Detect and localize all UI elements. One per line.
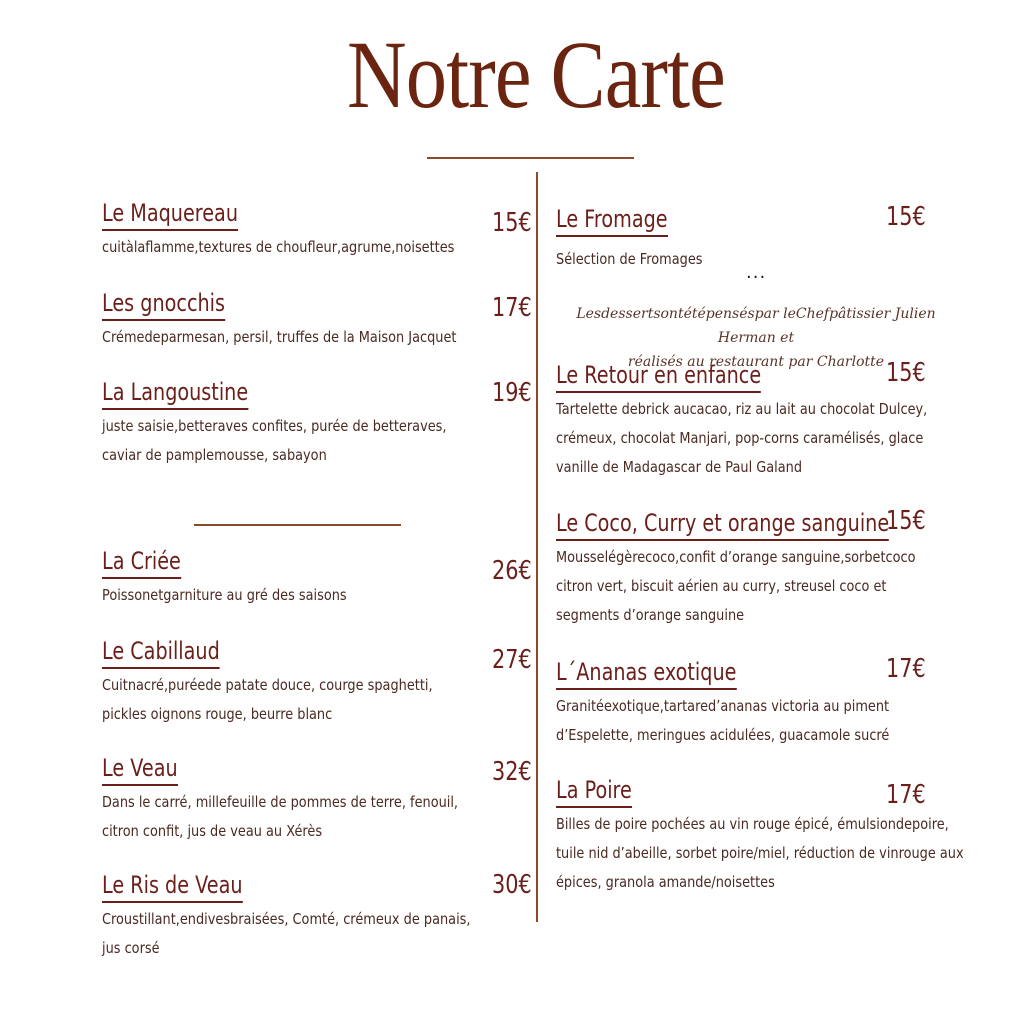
menu-item — [556, 204, 726, 274]
dish-name: Le Fromage — [556, 204, 668, 237]
dish-name: Le Coco, Curry et orange sanguine — [556, 508, 889, 541]
dish-description: citron vert, biscuit aérien au curry, streusel coco et — [556, 577, 887, 595]
menu-item — [102, 377, 503, 470]
dish-price: 15€ — [886, 506, 926, 536]
dish-name: Les gnocchis — [102, 288, 225, 321]
dish-price: 32€ — [492, 757, 532, 787]
dish-description: pickles oignons rouge, beurre blanc — [102, 705, 333, 723]
dish-price: 15€ — [492, 208, 532, 238]
dish-description: jus corsé — [102, 939, 160, 957]
dish-name: Le Ris de Veau — [102, 870, 243, 903]
dish-price: 30€ — [492, 870, 532, 900]
dish-name: L´Ananas exotique — [556, 657, 736, 690]
dish-name: Le Maquereau — [102, 198, 238, 231]
dish-price: 27€ — [492, 645, 532, 675]
menu-title: Notre Carte — [347, 21, 725, 128]
dish-price: 15€ — [886, 358, 926, 388]
dish-description: Crémedeparmesan, persil, truffes de la Maison Jacquet — [102, 328, 457, 346]
dish-description: crémeux, chocolat Manjari, pop-corns caramélisés, glace — [556, 429, 924, 447]
dish-description: épices, granola amande/noisettes — [556, 873, 775, 891]
section-divider — [194, 524, 401, 526]
dessert-note-line: réalisés au restaurant par Charlotte — [627, 354, 885, 370]
dish-name: La Poire — [556, 775, 632, 808]
dish-description: Tartelette debrick aucacao, riz au lait au chocolat Dulcey, — [556, 400, 928, 418]
dish-description: Billes de poire pochées au vin rouge épicé, émulsiondepoire, — [556, 815, 949, 833]
menu-item — [102, 288, 514, 352]
dish-description: segments d’orange sanguine — [556, 606, 745, 624]
separator-dots: ... — [746, 262, 767, 283]
dish-price: 19€ — [492, 378, 532, 408]
dish-description: Croustillant,endivesbraisées, Comté, crémeux de panais, — [102, 910, 471, 928]
dish-description: juste saisie,betteraves confites, purée de betteraves, — [102, 417, 447, 435]
dish-description: Sélection de Fromages — [556, 250, 703, 268]
menu-item — [102, 636, 486, 729]
dish-description: Mousselégèrecoco,confit d’orange sanguine,sorbetcoco — [556, 548, 916, 566]
dish-price: 15€ — [886, 202, 926, 232]
dish-price: 17€ — [886, 654, 926, 684]
dish-description: Cuitnacré,puréede patate douce, courge spaghetti, — [102, 676, 433, 694]
menu-item — [102, 198, 512, 262]
dish-name: Le Retour en enfance — [556, 360, 761, 393]
dish-description: Dans le carré, millefeuille de pommes de terre, fenouil, — [102, 793, 459, 811]
dish-description: d’Espelette, meringues acidulées, guacamole sucré — [556, 726, 890, 744]
menu-item — [556, 775, 1024, 897]
title-divider — [427, 157, 634, 159]
dish-price: 17€ — [492, 293, 532, 323]
menu-item — [102, 870, 530, 963]
dish-description: vanille de Madagascar de Paul Galand — [556, 458, 803, 476]
dish-name: Le Veau — [102, 753, 178, 786]
menu-item — [102, 546, 386, 610]
menu-item — [102, 753, 516, 846]
dish-description: citron confit, jus de veau au Xérès — [102, 822, 323, 840]
dish-description: Granitéexotique,tartared’ananas victoria au piment — [556, 697, 890, 715]
dish-price: 17€ — [886, 780, 926, 810]
dish-description: cuitàlaflamme,textures de choufleur,agrume,noisettes — [102, 238, 455, 256]
dish-name: La Langoustine — [102, 377, 248, 410]
dish-description: Poissonetgarniture au gré des saisons — [102, 586, 347, 604]
dish-name: La Criée — [102, 546, 181, 579]
dish-price: 26€ — [492, 556, 532, 586]
dish-description: caviar de pamplemousse, sabayon — [102, 446, 327, 464]
dish-description: tuile nid d’abeille, sorbet poire/miel, réduction de vinrouge aux — [556, 844, 964, 862]
dish-name: Le Cabillaud — [102, 636, 220, 669]
column-divider — [536, 172, 538, 922]
dessert-note-line: Lesdessertsontétépenséspar leChefpâtissier Julien Herman et — [576, 306, 936, 346]
